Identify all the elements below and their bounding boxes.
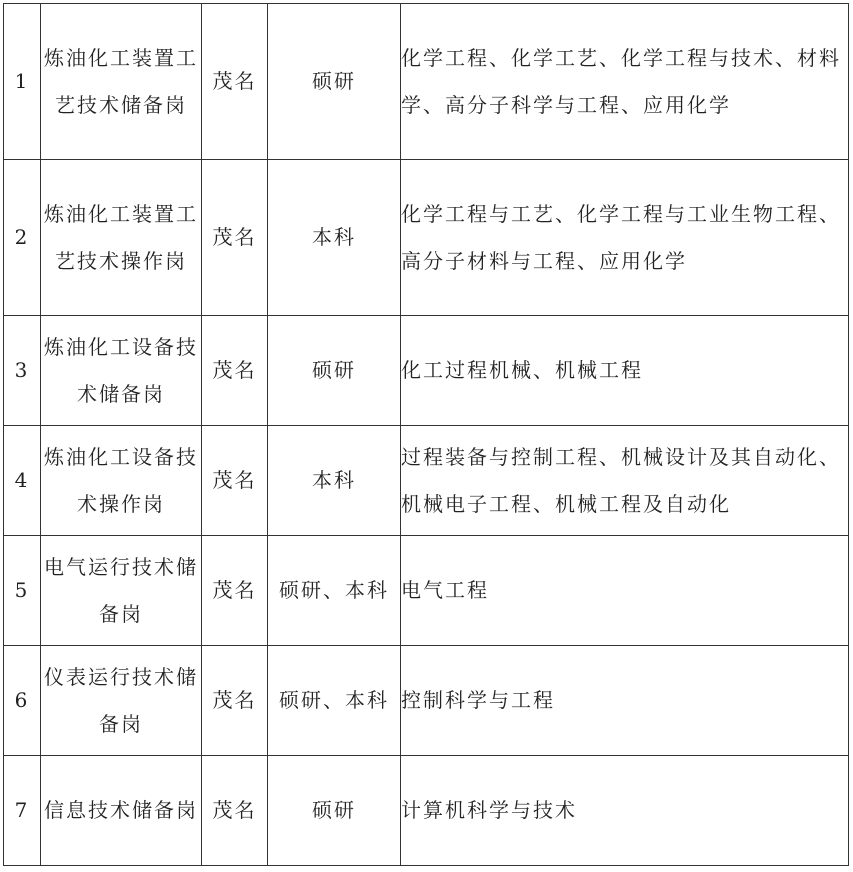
major-requirement: 电气工程 (401, 536, 849, 646)
major-requirement: 控制科学与工程 (401, 646, 849, 756)
degree-requirement: 硕研、本科 (268, 646, 401, 756)
major-requirement: 化学工程与工艺、化学工程与工业生物工程、高分子材料与工程、应用化学 (401, 160, 849, 316)
major-requirement: 计算机科学与技术 (401, 756, 849, 866)
degree-requirement: 硕研、本科 (268, 536, 401, 646)
row-number: 5 (4, 536, 41, 646)
row-number: 3 (4, 316, 41, 426)
recruitment-table (3, 3, 849, 866)
degree-requirement: 硕研 (268, 4, 401, 160)
table-row (4, 316, 849, 426)
degree-requirement: 硕研 (268, 756, 401, 866)
work-location: 茂名 (202, 316, 268, 426)
row-number: 7 (4, 756, 41, 866)
row-number: 2 (4, 160, 41, 316)
major-requirement: 化学工程、化学工艺、化学工程与技术、材料学、高分子科学与工程、应用化学 (401, 4, 849, 160)
row-number: 1 (4, 4, 41, 160)
table-row (4, 756, 849, 866)
post-name: 炼油化工装置工艺技术操作岗 (41, 160, 202, 316)
post-name: 炼油化工设备技术操作岗 (41, 426, 202, 536)
post-name: 仪表运行技术储备岗 (41, 646, 202, 756)
table-row (4, 646, 849, 756)
work-location: 茂名 (202, 426, 268, 536)
post-name: 炼油化工装置工艺技术储备岗 (41, 4, 202, 160)
degree-requirement: 本科 (268, 160, 401, 316)
row-number: 4 (4, 426, 41, 536)
post-name: 电气运行技术储备岗 (41, 536, 202, 646)
degree-requirement: 本科 (268, 426, 401, 536)
table-row (4, 160, 849, 316)
work-location: 茂名 (202, 160, 268, 316)
row-number: 6 (4, 646, 41, 756)
work-location: 茂名 (202, 536, 268, 646)
table-row (4, 4, 849, 160)
major-requirement: 过程装备与控制工程、机械设计及其自动化、机械电子工程、机械工程及自动化 (401, 426, 849, 536)
work-location: 茂名 (202, 756, 268, 866)
table-row (4, 426, 849, 536)
degree-requirement: 硕研 (268, 316, 401, 426)
post-name: 信息技术储备岗 (41, 756, 202, 866)
post-name: 炼油化工设备技术储备岗 (41, 316, 202, 426)
table-row (4, 536, 849, 646)
major-requirement: 化工过程机械、机械工程 (401, 316, 849, 426)
work-location: 茂名 (202, 4, 268, 160)
work-location: 茂名 (202, 646, 268, 756)
